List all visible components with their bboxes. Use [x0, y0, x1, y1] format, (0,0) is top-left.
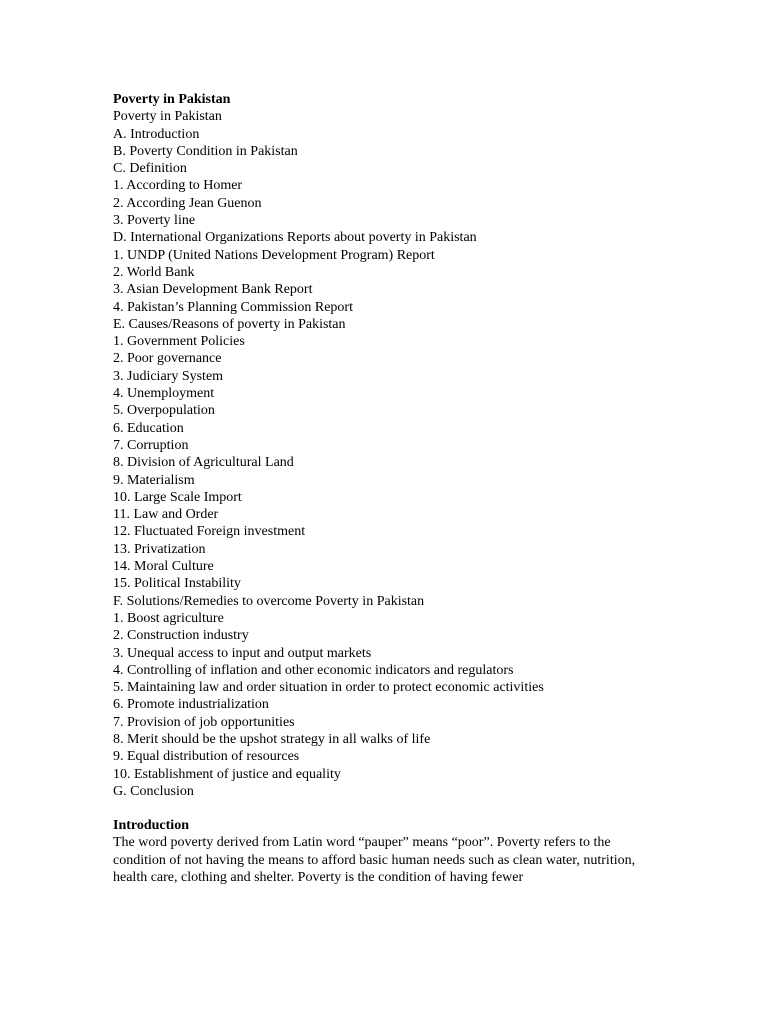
outline-item: 5. Maintaining law and order situation in order to protect economic activities	[113, 680, 544, 696]
outline-item: 3. Poverty line	[113, 213, 196, 229]
outline-item: 6. Education	[113, 420, 184, 436]
outline-item: 14. Moral Culture	[113, 559, 214, 575]
outline-item: 2. World Bank	[113, 264, 195, 280]
outline-item: Poverty in Pakistan	[113, 109, 222, 125]
outline-item: 2. Poor governance	[113, 351, 222, 367]
outline-item: 5. Overpopulation	[113, 403, 215, 419]
outline-item: 7. Provision of job opportunities	[113, 714, 295, 730]
outline-list	[113, 108, 668, 800]
outline-item: 2. Construction industry	[113, 628, 249, 644]
document-title: Poverty in Pakistan	[113, 92, 231, 107]
outline-item: C. Definition	[113, 161, 187, 177]
outline-item: 1. According to Homer	[113, 178, 243, 194]
outline-item: 10. Establishment of justice and equality	[113, 766, 341, 782]
outline-item: 9. Materialism	[113, 472, 195, 488]
outline-item: 7. Corruption	[113, 437, 189, 453]
outline-item: 13. Privatization	[113, 541, 206, 557]
outline-item: 1. UNDP (United Nations Development Program) Report	[113, 247, 435, 263]
outline-item: 3. Unequal access to input and output markets	[113, 645, 372, 661]
outline-item: D. International Organizations Reports about poverty in Pakistan	[113, 230, 477, 246]
outline-item: A. Introduction	[113, 126, 200, 142]
outline-item: 2. According Jean Guenon	[113, 195, 262, 211]
outline-item: 1. Government Policies	[113, 334, 245, 350]
outline-item: 10. Large Scale Import	[113, 489, 242, 505]
outline-item: 3. Judiciary System	[113, 368, 224, 384]
outline-item: 9. Equal distribution of resources	[113, 749, 300, 765]
outline-item: 8. Division of Agricultural Land	[113, 455, 294, 471]
outline-item: 11. Law and Order	[113, 507, 219, 523]
introduction-heading: Introduction	[113, 818, 189, 834]
outline-item: G. Conclusion	[113, 783, 194, 799]
outline-item: 4. Controlling of inflation and other economic indicators and regulators	[113, 662, 514, 678]
outline-item: 4. Pakistan’s Planning Commission Report	[113, 299, 353, 315]
introduction-paragraph: The word poverty derived from Latin word “pauper” means “poor”. Poverty refers to the condition of not having the means to afford basic human needs such as clean water, nutrition, health care, clothing and shelter. Poverty is the condition of having fewer	[113, 835, 636, 886]
outline-item: B. Poverty Condition in Pakistan	[113, 143, 298, 159]
outline-item: 8. Merit should be the upshot strategy in all walks of life	[113, 731, 431, 747]
outline-item: 12. Fluctuated Foreign investment	[113, 524, 306, 540]
outline-item: E. Causes/Reasons of poverty in Pakistan	[113, 316, 346, 332]
outline-item: 1. Boost agriculture	[113, 610, 224, 626]
outline-item: 15. Political Instability	[113, 576, 241, 592]
outline-item: 6. Promote industrialization	[113, 697, 269, 713]
outline-item: 3. Asian Development Bank Report	[113, 282, 313, 298]
outline-item: 4. Unemployment	[113, 386, 215, 402]
outline-item: F. Solutions/Remedies to overcome Poverty in Pakistan	[113, 593, 425, 609]
section-gap	[113, 800, 668, 817]
